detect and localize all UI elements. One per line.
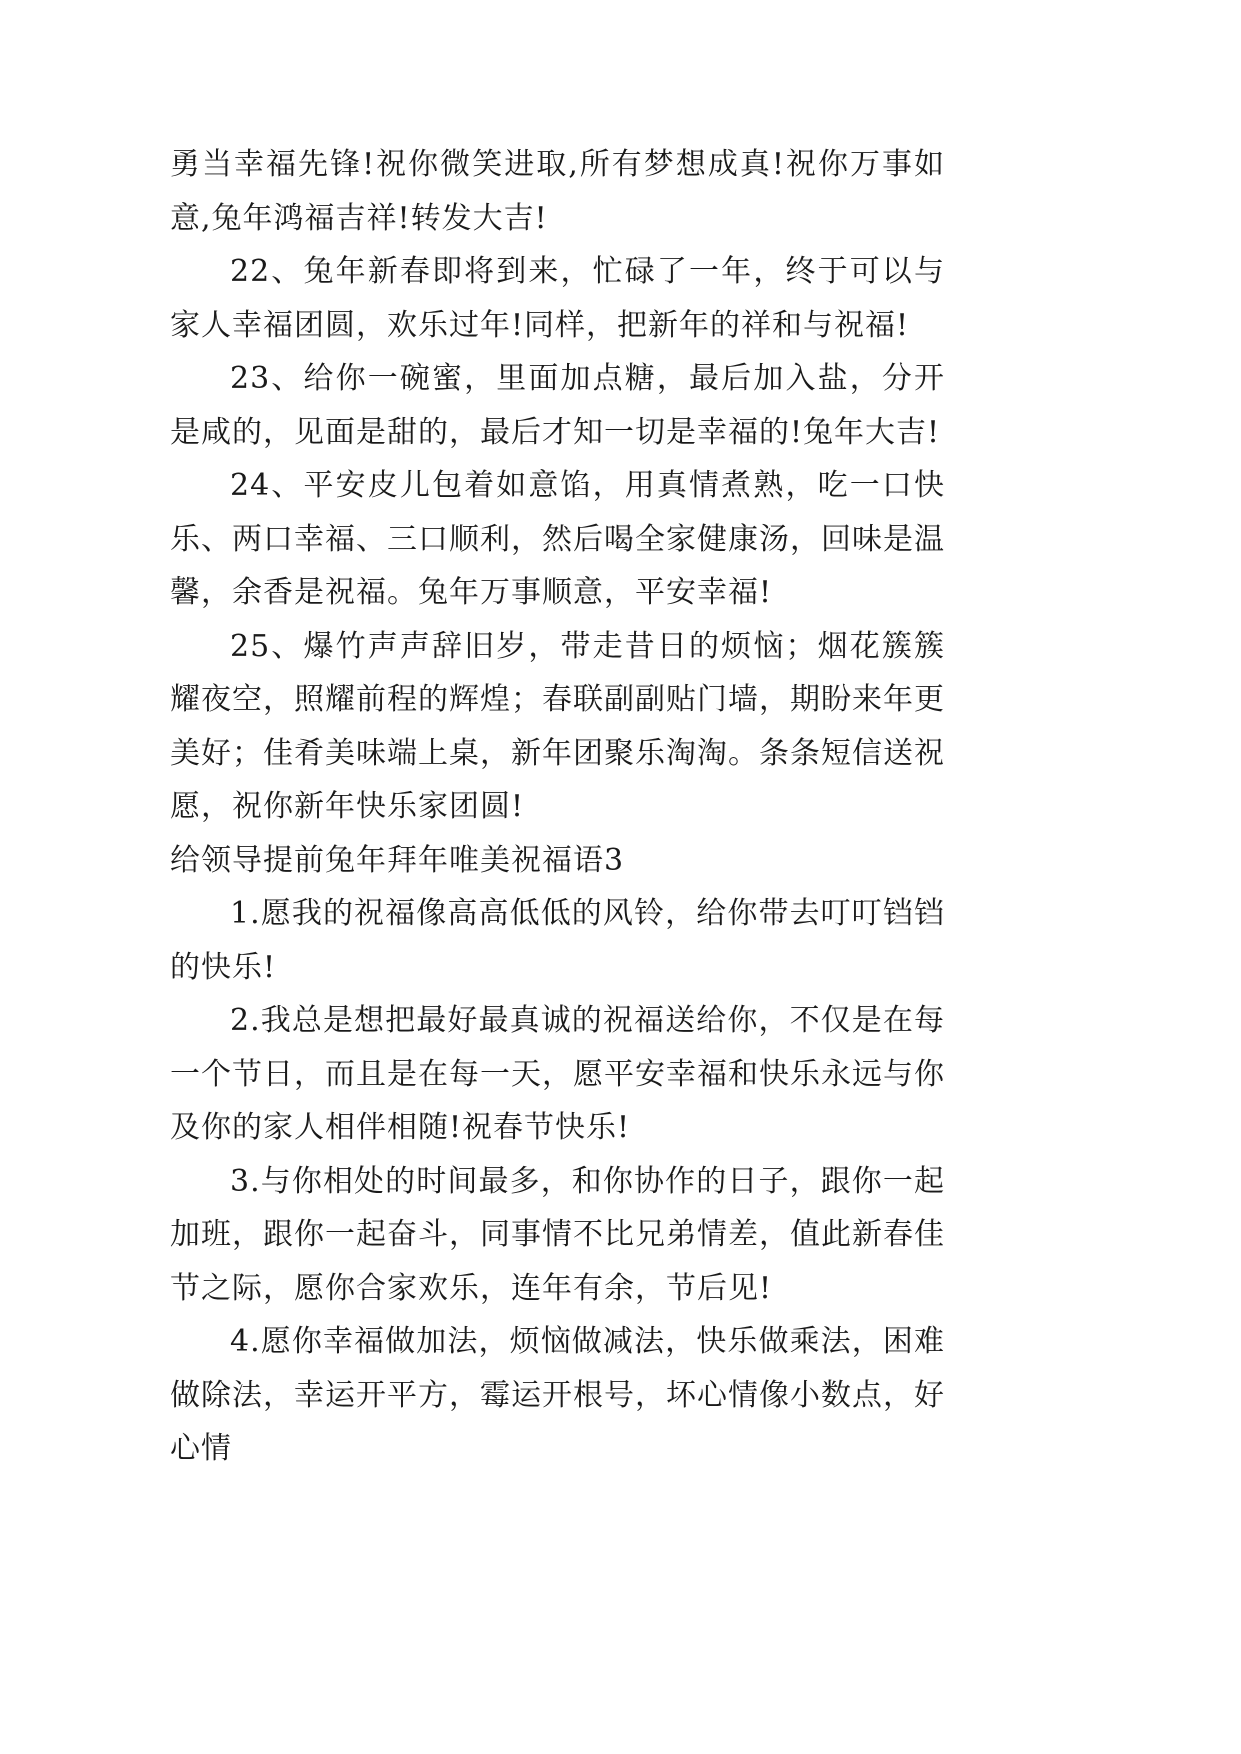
- paragraph-item-24: 24、平安皮儿包着如意馅，用真情煮熟，吃一口快乐、两口幸福、三口顺利，然后喝全家健康汤，回味是温馨，余香是祝福。兔年万事顺意，平安幸福!: [170, 468, 945, 610]
- paragraph-continuation: 勇当幸福先锋!祝你微笑进取,所有梦想成真!祝你万事如意,兔年鸿福吉祥!转发大吉!: [170, 147, 945, 236]
- section-heading: 给领导提前兔年拜年唯美祝福语3: [170, 842, 625, 878]
- document-body: [170, 138, 945, 1476]
- paragraph-item-2: 2.我总是想把最好最真诚的祝福送给你，不仅是在每一个节日，而且是在每一天，愿平安幸福和快乐永远与你及你的家人相伴相随!祝春节快乐!: [170, 1003, 945, 1145]
- paragraph-item-1: 1.愿我的祝福像高高低低的风铃，给你带去叮叮铛铛的快乐!: [170, 896, 945, 985]
- paragraph-item-4: 4.愿你幸福做加法，烦恼做减法，快乐做乘法，困难做除法，幸运开平方，霉运开根号，坏心情像小数点，好心情: [170, 1324, 945, 1466]
- paragraph-item-22: 22、兔年新春即将到来，忙碌了一年，终于可以与家人幸福团圆，欢乐过年!同样，把新年的祥和与祝福!: [170, 254, 945, 343]
- paragraph-item-3: 3.与你相处的时间最多，和你协作的日子，跟你一起加班，跟你一起奋斗，同事情不比兄弟情差，值此新春佳节之际，愿你合家欢乐，连年有余，节后见!: [170, 1163, 945, 1306]
- paragraph-item-23: 23、给你一碗蜜，里面加点糖，最后加入盐，分开是咸的，见面是甜的，最后才知一切是幸福的!兔年大吉!: [170, 361, 945, 450]
- paragraph-item-25: 25、爆竹声声辞旧岁，带走昔日的烦恼；烟花簇簇耀夜空，照耀前程的辉煌；春联副副贴门墙，期盼来年更美好；佳肴美味端上桌，新年团聚乐淘淘。条条短信送祝愿，祝你新年快乐家团圆!: [170, 628, 945, 824]
